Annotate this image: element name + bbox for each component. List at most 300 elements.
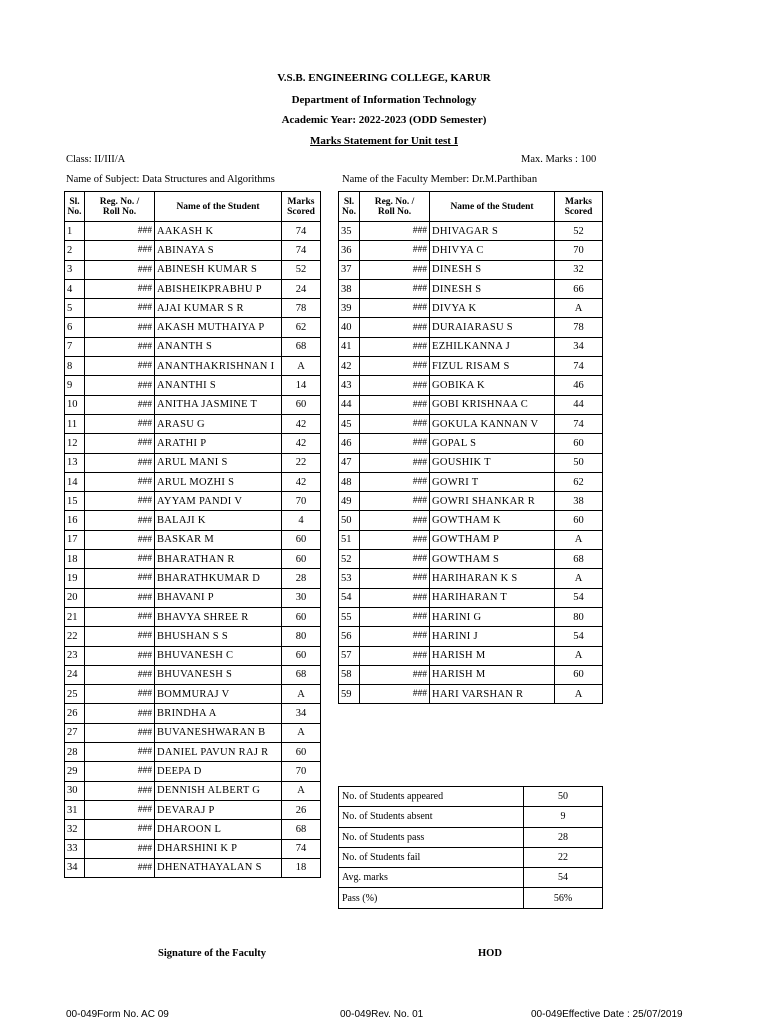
table-row [65,414,321,433]
sl-header: Sl. No. [339,192,360,222]
reg-number: ### [85,685,155,704]
marks-scored: 44 [555,395,603,414]
summary-label: Pass (%) [339,888,524,908]
sl-number: 17 [65,530,85,549]
sl-number: 25 [65,685,85,704]
reg-number: ### [85,357,155,376]
table-header-row [65,192,321,222]
student-name: FIZUL RISAM S [430,357,555,376]
student-name: DURAIARASU S [430,318,555,337]
marks-scored: 74 [282,241,321,260]
student-name: GOKULA KANNAN V [430,414,555,433]
student-name: HARIHARAN K S [430,569,555,588]
reg-number: ### [360,530,430,549]
table-row [339,588,603,607]
summary-row [339,868,603,888]
reg-number: ### [360,607,430,626]
sl-number: 7 [65,337,85,356]
table-row [339,472,603,491]
marks-scored: 46 [555,376,603,395]
sl-number: 59 [339,685,360,704]
sl-number: 5 [65,299,85,318]
marks-scored: 60 [555,511,603,530]
sl-number: 34 [65,858,85,877]
marks-scored: 68 [282,820,321,839]
marks-scored: 62 [555,472,603,491]
marks-scored: 80 [282,627,321,646]
reg-number: ### [360,646,430,665]
sl-number: 10 [65,395,85,414]
reg-number: ### [85,704,155,723]
faculty-signature: Signature of the Faculty [158,948,267,959]
table-row [339,299,603,318]
sl-number: 15 [65,492,85,511]
table-row [339,222,603,241]
marks-scored: 70 [282,762,321,781]
marks-table-left [64,191,321,878]
subject-label: Name of Subject: Data Structures and Algorithms [66,174,275,185]
sl-number: 18 [65,550,85,569]
table-row [65,530,321,549]
student-name: ARUL MANI S [155,453,282,472]
marks-scored: 66 [555,279,603,298]
sl-number: 53 [339,569,360,588]
student-name: DINESH S [430,260,555,279]
sl-number: 51 [339,530,360,549]
table-row [65,222,321,241]
table-row [339,646,603,665]
sl-number: 50 [339,511,360,530]
summary-row [339,827,603,847]
reg-number: ### [85,299,155,318]
reg-number: ### [85,395,155,414]
student-name: AYYAM PANDI V [155,492,282,511]
reg-number: ### [85,858,155,877]
sl-number: 58 [339,665,360,684]
reg-number: ### [85,453,155,472]
marks-scored: 42 [282,414,321,433]
summary-label: No. of Students fail [339,847,524,867]
student-name: DHIVAGAR S [430,222,555,241]
marks-scored: 60 [282,646,321,665]
student-name: ANANTHI S [155,376,282,395]
table-row [339,434,603,453]
reg-number: ### [85,337,155,356]
student-name: DEEPA D [155,762,282,781]
reg-number: ### [85,376,155,395]
summary-row [339,787,603,807]
marks-scored: 54 [555,588,603,607]
student-name: GOWRI T [430,472,555,491]
table-row [65,800,321,819]
sl-number: 14 [65,472,85,491]
reg-number: ### [360,376,430,395]
sl-number: 37 [339,260,360,279]
sl-number: 13 [65,453,85,472]
sl-number: 21 [65,607,85,626]
student-name: DHAROON L [155,820,282,839]
sl-number: 23 [65,646,85,665]
sl-number: 28 [65,743,85,762]
sl-number: 8 [65,357,85,376]
reg-number: ### [85,414,155,433]
sl-number: 12 [65,434,85,453]
sl-number: 52 [339,550,360,569]
reg-number: ### [360,260,430,279]
marks-scored: A [282,357,321,376]
table-row [339,530,603,549]
reg-number: ### [85,723,155,742]
student-name: DHARSHINI K P [155,839,282,858]
student-name: BHAVANI P [155,588,282,607]
student-name: ARASU G [155,414,282,433]
sl-number: 9 [65,376,85,395]
max-marks-label: Max. Marks : 100 [521,154,597,165]
class-label: Class: II/III/A [66,154,126,165]
table-row [65,357,321,376]
reg-number: ### [360,434,430,453]
table-row [65,781,321,800]
reg-number: ### [85,260,155,279]
student-name: BOMMURAJ V [155,685,282,704]
student-name: BHUSHAN S S [155,627,282,646]
marks-scored: 60 [282,607,321,626]
reg-number: ### [85,530,155,549]
student-name: HARISH M [430,646,555,665]
reg-number: ### [360,318,430,337]
reg-number: ### [85,820,155,839]
reg-number: ### [85,569,155,588]
academic-year: Academic Year: 2022-2023 (ODD Semester) [281,114,487,126]
student-name: HARI VARSHAN R [430,685,555,704]
summary-value: 22 [524,847,603,867]
table-row [65,839,321,858]
table-row [65,762,321,781]
marks-scored: 74 [555,414,603,433]
table-row [65,704,321,723]
sl-number: 2 [65,241,85,260]
student-name: DIVYA K [430,299,555,318]
student-name: HARINI G [430,607,555,626]
table-row [339,627,603,646]
table-row [65,743,321,762]
marks-scored: 74 [282,222,321,241]
student-name: ANANTHAKRISHNAN I [155,357,282,376]
student-name: BALAJI K [155,511,282,530]
summary-value: 56% [524,888,603,908]
reg-number: ### [85,550,155,569]
summary-row [339,888,603,908]
table-row [65,511,321,530]
footer-effective-date: 00-049Effective Date : 25/07/2019 [531,1009,683,1020]
table-row [339,453,603,472]
student-name: BRINDHA A [155,704,282,723]
reg-number: ### [85,222,155,241]
student-name: GOWTHAM P [430,530,555,549]
table-row [339,665,603,684]
student-name: DENNISH ALBERT G [155,781,282,800]
table-row [339,550,603,569]
reg-number: ### [85,241,155,260]
sl-number: 24 [65,665,85,684]
sl-number: 32 [65,820,85,839]
student-name: GOWTHAM K [430,511,555,530]
reg-number: ### [360,395,430,414]
sl-number: 56 [339,627,360,646]
marks-scored: A [555,299,603,318]
reg-number: ### [85,800,155,819]
table-row [65,569,321,588]
reg-number: ### [85,646,155,665]
student-name: BHUVANESH C [155,646,282,665]
marks-scored: 74 [555,357,603,376]
student-name: ABINESH KUMAR S [155,260,282,279]
reg-number: ### [85,434,155,453]
sl-number: 44 [339,395,360,414]
student-name: BHAVYA SHREE R [155,607,282,626]
marks-scored: 68 [282,665,321,684]
sl-number: 27 [65,723,85,742]
sl-number: 11 [65,414,85,433]
sl-number: 40 [339,318,360,337]
table-row [339,241,603,260]
marks-scored: 78 [282,299,321,318]
table-row [339,607,603,626]
summary-value: 28 [524,827,603,847]
sl-number: 42 [339,357,360,376]
reg-number: ### [360,588,430,607]
table-row [339,260,603,279]
marks-scored: 54 [555,627,603,646]
reg-number: ### [360,511,430,530]
footer-rev-no: 00-049Rev. No. 01 [340,1009,424,1020]
marks-scored: 60 [282,550,321,569]
college-name: V.S.B. ENGINEERING COLLEGE, KARUR [277,72,491,84]
sl-number: 48 [339,472,360,491]
table-row [339,511,603,530]
table-row [65,453,321,472]
marks-scored: 80 [555,607,603,626]
reg-number: ### [85,588,155,607]
sl-number: 19 [65,569,85,588]
table-row [65,318,321,337]
table-row [339,395,603,414]
table-row [65,723,321,742]
reg-number: ### [360,550,430,569]
sl-number: 41 [339,337,360,356]
marks-scored: 34 [282,704,321,723]
student-name: BHARATHKUMAR D [155,569,282,588]
student-name: ARATHI P [155,434,282,453]
marks-scored: 42 [282,472,321,491]
sl-number: 29 [65,762,85,781]
sl-number: 33 [65,839,85,858]
marks-scored: A [555,569,603,588]
sl-number: 49 [339,492,360,511]
student-name: HARISH M [430,665,555,684]
reg-number: ### [360,241,430,260]
marks-scored: 62 [282,318,321,337]
table-row [65,299,321,318]
table-row [339,337,603,356]
table-row [65,337,321,356]
reg-number: ### [85,665,155,684]
table-row [65,646,321,665]
left-table-body [65,222,321,878]
student-name: DEVARAJ P [155,800,282,819]
summary-row [339,847,603,867]
sl-number: 20 [65,588,85,607]
marks-scored: 32 [555,260,603,279]
reg-number: ### [360,685,430,704]
table-row [339,376,603,395]
reg-header: Reg. No. / Roll No. [85,192,155,222]
reg-number: ### [360,337,430,356]
table-row [65,627,321,646]
table-row [65,550,321,569]
marks-scored: 78 [555,318,603,337]
reg-number: ### [85,511,155,530]
reg-number: ### [360,279,430,298]
student-name: ANANTH S [155,337,282,356]
student-name: GOWRI SHANKAR R [430,492,555,511]
reg-number: ### [85,839,155,858]
faculty-label: Name of the Faculty Member: Dr.M.Parthiban [342,174,538,185]
student-name: ABISHEIKPRABHU P [155,279,282,298]
table-row [65,820,321,839]
table-row [65,492,321,511]
student-name: DINESH S [430,279,555,298]
summary-label: No. of Students appeared [339,787,524,807]
reg-number: ### [85,607,155,626]
marks-scored: 26 [282,800,321,819]
student-name: BHARATHAN R [155,550,282,569]
summary-label: No. of Students absent [339,807,524,827]
table-row [339,492,603,511]
marks-scored: 60 [555,665,603,684]
footer-form-no: 00-049Form No. AC 09 [66,1009,169,1020]
sl-number: 22 [65,627,85,646]
student-name: EZHILKANNA J [430,337,555,356]
marks-scored: A [282,685,321,704]
sl-number: 47 [339,453,360,472]
student-name: AAKASH K [155,222,282,241]
student-name: DHIVYA C [430,241,555,260]
name-header: Name of the Student [155,192,282,222]
sl-number: 54 [339,588,360,607]
sl-number: 38 [339,279,360,298]
sl-number: 43 [339,376,360,395]
marks-scored: 52 [282,260,321,279]
student-name: DHENATHAYALAN S [155,858,282,877]
table-row [65,279,321,298]
sl-number: 55 [339,607,360,626]
student-name: AKASH MUTHAIYA P [155,318,282,337]
table-row [339,318,603,337]
marks-scored: 50 [555,453,603,472]
reg-number: ### [85,472,155,491]
marks-scored: 74 [282,839,321,858]
marks-scored: 4 [282,511,321,530]
table-row [65,858,321,877]
sl-header: Sl. No. [65,192,85,222]
reg-header: Reg. No. / Roll No. [360,192,430,222]
marks-header: Marks Scored [555,192,603,222]
student-name: GOBIKA K [430,376,555,395]
marks-scored: A [555,685,603,704]
table-header-row [339,192,603,222]
marks-scored: 18 [282,858,321,877]
reg-number: ### [85,743,155,762]
reg-number: ### [360,414,430,433]
reg-number: ### [360,453,430,472]
student-name: ARUL MOZHI S [155,472,282,491]
summary-value: 54 [524,868,603,888]
marks-header: Marks Scored [282,192,321,222]
student-name: DANIEL PAVUN RAJ R [155,743,282,762]
sl-number: 45 [339,414,360,433]
marks-table-right [338,191,603,704]
student-name: BASKAR M [155,530,282,549]
marks-scored: 60 [555,434,603,453]
student-name: HARIHARAN T [430,588,555,607]
marks-scored: 52 [555,222,603,241]
sl-number: 26 [65,704,85,723]
marks-scored: 70 [282,492,321,511]
marks-scored: 68 [282,337,321,356]
marks-scored: A [282,723,321,742]
sl-number: 6 [65,318,85,337]
student-name: GOUSHIK T [430,453,555,472]
reg-number: ### [85,781,155,800]
sl-number: 3 [65,260,85,279]
reg-number: ### [360,299,430,318]
sl-number: 35 [339,222,360,241]
sl-number: 36 [339,241,360,260]
name-header: Name of the Student [430,192,555,222]
marks-scored: 30 [282,588,321,607]
table-row [339,685,603,704]
student-name: AJAI KUMAR S R [155,299,282,318]
student-name: BUVANESHWARAN B [155,723,282,742]
marks-scored: 34 [555,337,603,356]
table-row [65,434,321,453]
summary-label: No. of Students pass [339,827,524,847]
student-name: BHUVANESH S [155,665,282,684]
table-row [65,241,321,260]
marks-scored: 60 [282,395,321,414]
sl-number: 30 [65,781,85,800]
student-name: GOPAL S [430,434,555,453]
table-row [65,376,321,395]
marks-scored: 70 [555,241,603,260]
marks-scored: 14 [282,376,321,395]
hod-signature: HOD [478,948,502,959]
sl-number: 1 [65,222,85,241]
summary-label: Avg. marks [339,868,524,888]
summary-table [338,786,603,909]
table-row [339,414,603,433]
student-name: ANITHA JASMINE T [155,395,282,414]
sl-number: 39 [339,299,360,318]
marks-scored: 28 [282,569,321,588]
marks-scored: 22 [282,453,321,472]
reg-number: ### [360,492,430,511]
marks-scored: A [282,781,321,800]
table-row [65,395,321,414]
statement-title: Marks Statement for Unit test I [310,135,458,147]
sl-number: 4 [65,279,85,298]
